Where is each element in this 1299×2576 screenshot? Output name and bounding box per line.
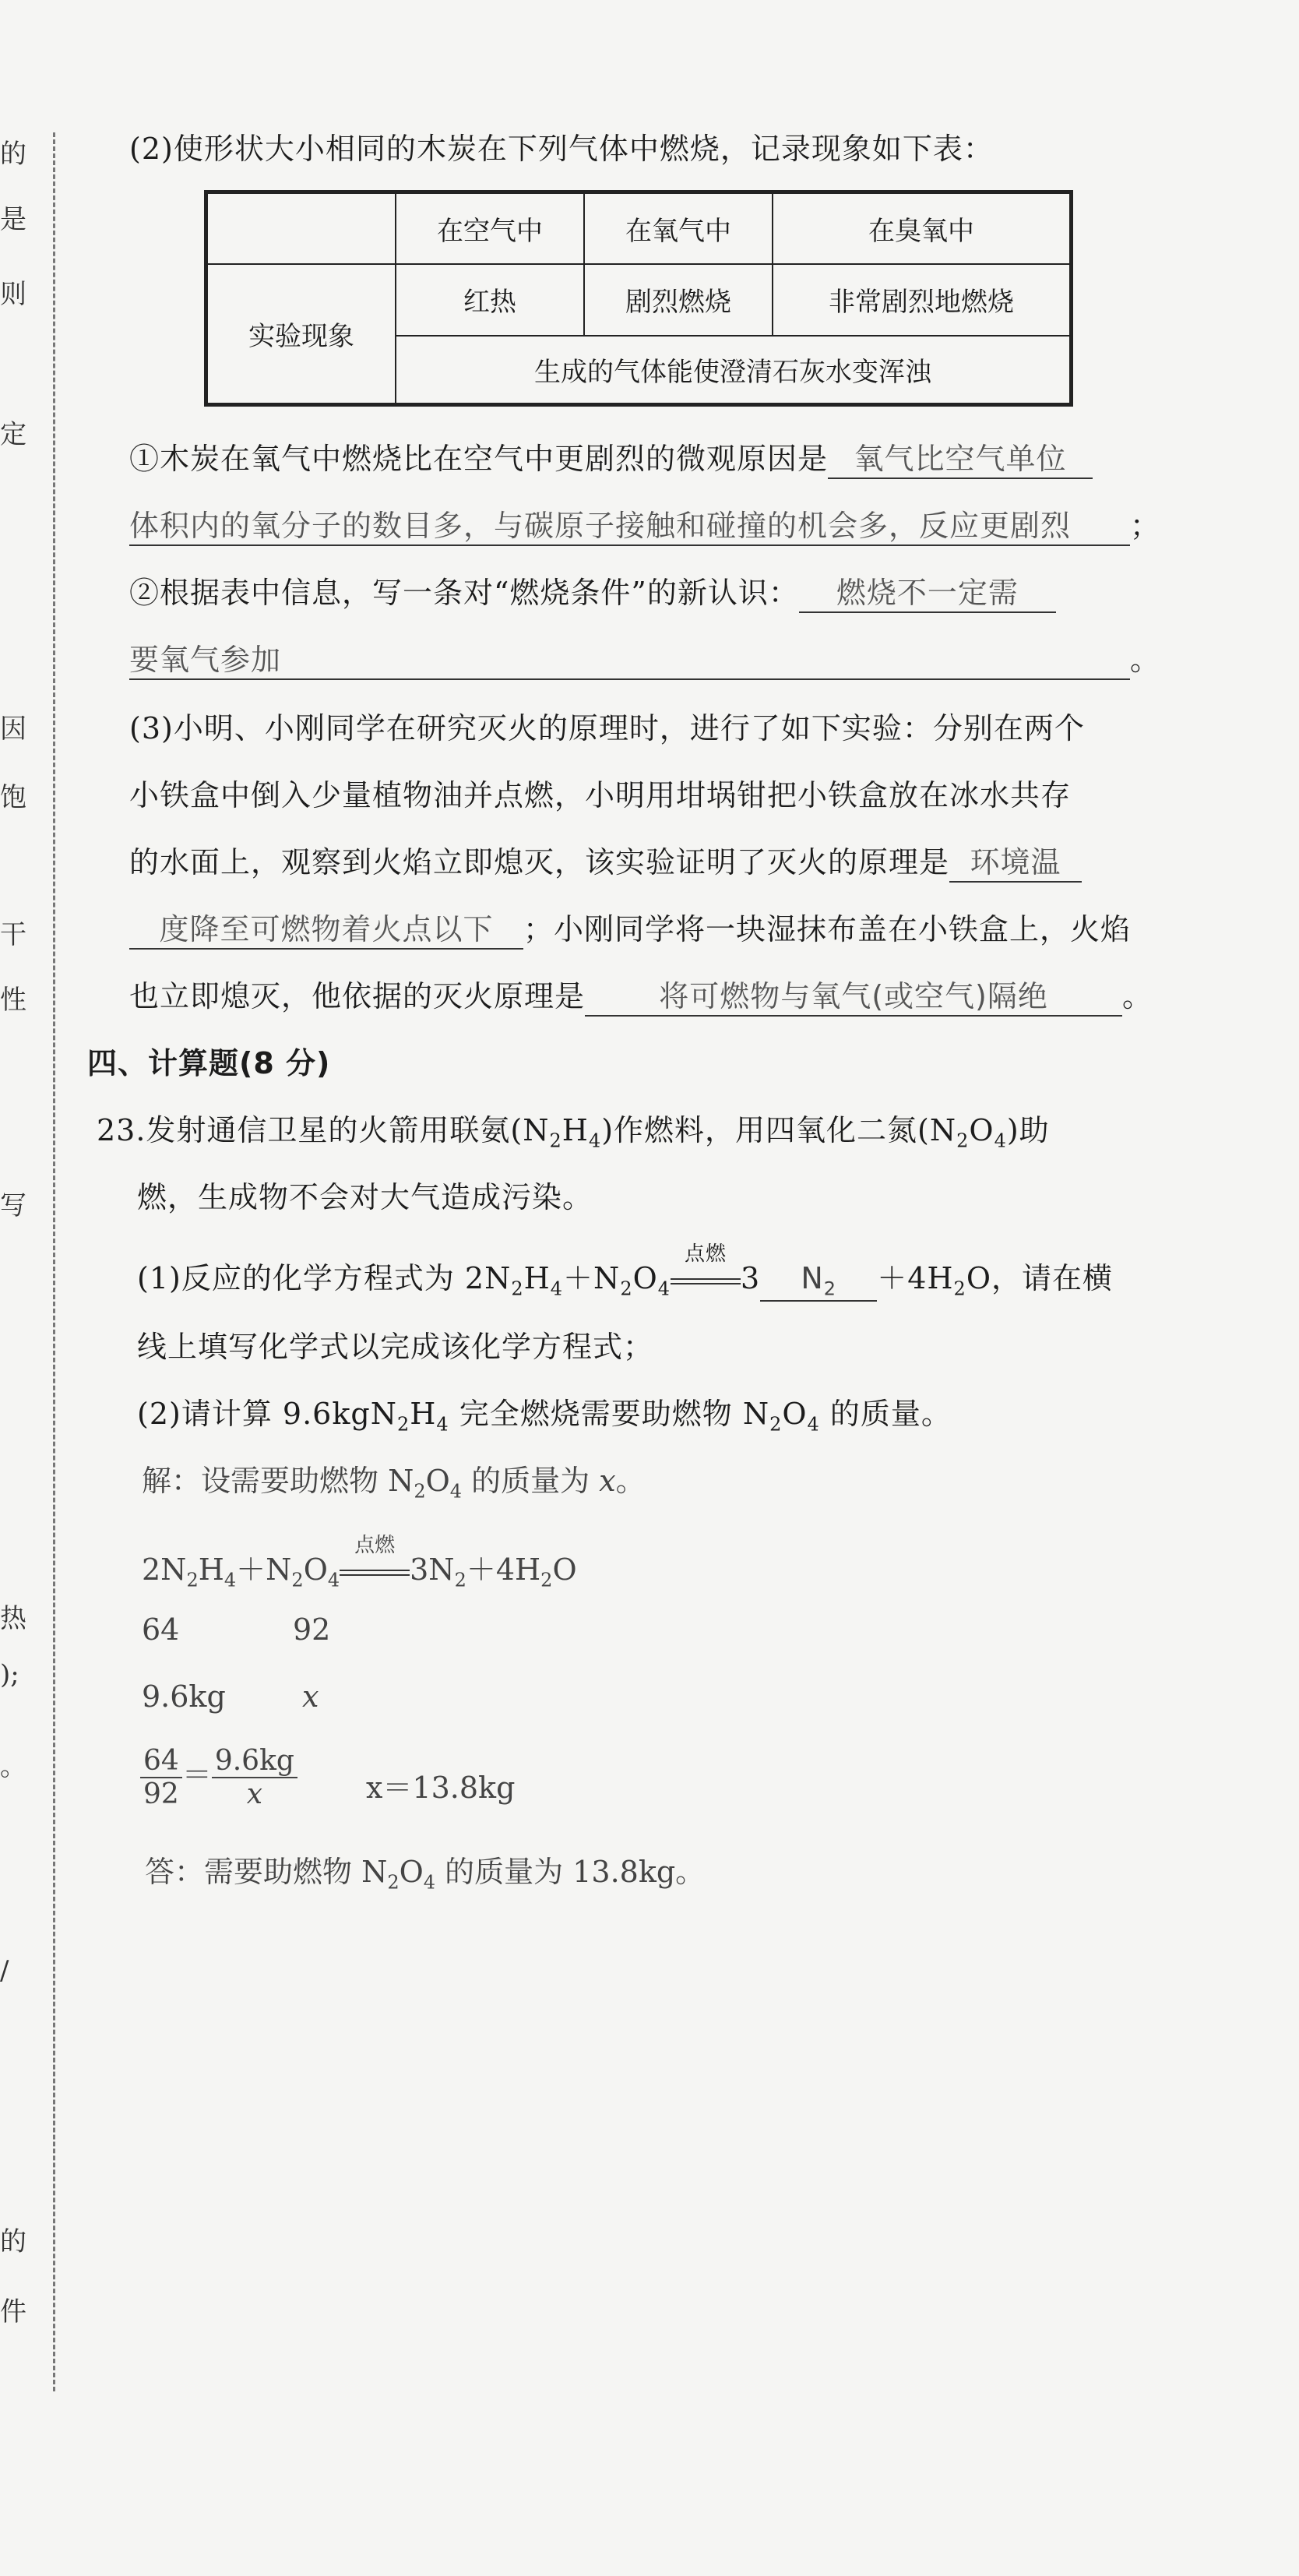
equation-text: ＋N xyxy=(236,1552,292,1587)
q3-answer-part1: 环境温 xyxy=(949,838,1082,883)
binding-dashed-line xyxy=(53,132,55,2391)
q23-1-text: 3 xyxy=(741,1261,761,1295)
solution-equation xyxy=(142,1534,577,1591)
fraction-denominator: x xyxy=(246,1778,263,1810)
subscript: 4 xyxy=(423,1871,436,1894)
q3-line5 xyxy=(129,972,1153,1017)
q2-intro: (2)使形状大小相同的木炭在下列气体中燃烧，记录现象如下表： xyxy=(129,132,994,166)
q2-1-line1 xyxy=(129,435,1093,479)
variable-x: x xyxy=(599,1464,616,1498)
subscript: 4 xyxy=(807,1413,820,1436)
subscript: 2 xyxy=(186,1569,199,1591)
subscript: 4 xyxy=(550,1277,564,1300)
fraction-denominator: 92 xyxy=(143,1778,179,1810)
q3-answer-part2: 度降至可燃物着火点以下 xyxy=(129,905,523,950)
table-cell: 剧烈燃烧 xyxy=(584,264,773,336)
table-header-ozone: 在臭氧中 xyxy=(773,192,1072,264)
q23-text: 23.发射通信卫星的火箭用联氨(N xyxy=(97,1113,550,1147)
q2-2-answer-part2: 要氧气参加 xyxy=(129,636,1130,680)
fraction-numerator: 64 xyxy=(140,1745,182,1778)
q23-1-line2: 线上填写化学式以完成该化学方程式； xyxy=(137,1330,654,1364)
left-margin-column xyxy=(0,0,31,2576)
q2-2-prefix: ②根据表中信息，写一条对“燃烧条件”的新认识： xyxy=(129,576,799,610)
table-cell: 非常剧烈地燃烧 xyxy=(773,264,1072,336)
solution-result: x＝13.8kg xyxy=(366,1771,516,1805)
margin-char: 的 xyxy=(0,2226,26,2257)
margin-char: 是 xyxy=(0,204,26,235)
q23-text: )助 xyxy=(1006,1113,1050,1147)
subscript: 2 xyxy=(953,1277,966,1300)
q3-end: 。 xyxy=(1122,979,1153,1013)
subscript: 2 xyxy=(291,1569,304,1591)
subscript: 2 xyxy=(396,1413,410,1436)
known-mass: 9.6kg xyxy=(142,1679,226,1714)
margin-char: / xyxy=(0,1955,9,1986)
q23-1-line1 xyxy=(137,1242,1113,1302)
margin-char: 。 xyxy=(0,1751,26,1782)
subscript: 4 xyxy=(449,1480,463,1503)
subscript: 2 xyxy=(387,1871,400,1894)
margin-char: 干 xyxy=(0,919,26,950)
table-header-oxygen: 在氧气中 xyxy=(584,192,773,264)
q23-2-line xyxy=(137,1390,952,1436)
reaction-condition-label: 点燃 xyxy=(685,1242,727,1266)
solution-text: 的质量为 xyxy=(462,1464,600,1498)
q23-1-text: H xyxy=(523,1261,551,1295)
reaction-condition-label: 点燃 xyxy=(354,1534,396,1557)
molar-mass-1: 64 xyxy=(142,1612,180,1647)
equation-text: ＋4H xyxy=(466,1552,541,1587)
q23-1-answer-text: N xyxy=(801,1261,824,1295)
margin-char: 性 xyxy=(0,985,26,1016)
table-row-label: 实验现象 xyxy=(206,264,396,405)
reaction-condition-arrow xyxy=(671,1242,741,1295)
q2-1-answer-part2: 体积内的氧分子的数目多，与碳原子接触和碰撞的机会多，反应更剧烈 xyxy=(129,502,1130,546)
q2-1-line2 xyxy=(129,502,1160,546)
equation-text: 2N xyxy=(142,1552,187,1587)
q2-2-end: 。 xyxy=(1130,643,1161,677)
subscript: 2 xyxy=(823,1277,837,1300)
solution-setup xyxy=(142,1457,646,1503)
q23-text: )作燃料，用四氧化二氮(N xyxy=(601,1113,957,1147)
reaction-condition-arrow xyxy=(340,1534,410,1587)
fraction-molar xyxy=(140,1745,182,1810)
q23-1-text: (1)反应的化学方程式为 2N xyxy=(137,1261,512,1295)
answer-text: 的质量为 13.8kg。 xyxy=(435,1855,706,1889)
margin-char: 饱 xyxy=(0,782,26,813)
subscript: 4 xyxy=(436,1413,449,1436)
margin-char: 则 xyxy=(0,279,26,310)
q23-1-text: ＋N xyxy=(563,1261,621,1295)
q23-1-answer xyxy=(760,1261,877,1302)
q3-line4-suffix: ；小刚同学将一块湿抹布盖在小铁盒上，火焰 xyxy=(523,912,1132,946)
q23-text: O xyxy=(969,1113,994,1147)
equals-sign: ＝ xyxy=(181,1757,212,1792)
q3-line5-prefix: 也立即熄灭，他依据的灭火原理是 xyxy=(129,979,586,1013)
proportion xyxy=(140,1745,297,1810)
subscript: 4 xyxy=(224,1569,237,1591)
margin-char: 写 xyxy=(0,1190,26,1221)
subscript: 4 xyxy=(994,1129,1007,1152)
q3-line1: (3)小明、小刚同学在研究灭火的原理时，进行了如下实验：分别在两个 xyxy=(129,711,1085,745)
q2-1-answer-part1: 氧气比空气单位 xyxy=(828,435,1093,479)
table-header-air: 在空气中 xyxy=(396,192,584,264)
subscript: 2 xyxy=(549,1129,562,1152)
q2-1-prefix: ①木炭在氧气中燃烧比在空气中更剧烈的微观原因是 xyxy=(129,442,829,476)
margin-char: 的 xyxy=(0,139,26,170)
q23-text: H xyxy=(561,1113,589,1147)
q23-2-text: 完全燃烧需要助燃物 N xyxy=(449,1397,770,1431)
section-title-calculation: 四、计算题(8 分) xyxy=(87,1046,331,1080)
table-corner-cell xyxy=(206,192,396,264)
q23-2-text: O xyxy=(782,1397,808,1431)
subscript: 2 xyxy=(511,1277,524,1300)
fraction-mass xyxy=(212,1745,297,1810)
observation-table xyxy=(204,190,1073,407)
subscript: 2 xyxy=(454,1569,466,1591)
answer-text: O xyxy=(399,1855,424,1889)
q2-2-line1 xyxy=(129,569,1056,613)
margin-char: 因 xyxy=(0,714,26,745)
unknown-mass: x xyxy=(302,1679,319,1714)
subscript: 2 xyxy=(620,1277,633,1300)
equation-text: H xyxy=(198,1552,224,1587)
subscript: 2 xyxy=(414,1480,426,1503)
subscript: 2 xyxy=(956,1129,970,1152)
table-cell-merged: 生成的气体能使澄清石灰水变浑浊 xyxy=(396,336,1072,405)
q23-2-text: 的质量。 xyxy=(819,1397,952,1431)
equation-text: O xyxy=(552,1552,577,1587)
fraction-numerator: 9.6kg xyxy=(212,1745,297,1778)
q23-line2: 燃，生成物不会对大气造成污染。 xyxy=(137,1180,593,1214)
q2-2-line2 xyxy=(129,636,1160,680)
margin-char: 件 xyxy=(0,2296,26,2328)
q23-1-text: ＋4H xyxy=(877,1261,954,1295)
solution-text: O xyxy=(425,1464,450,1498)
q23-1-text: O，请在横 xyxy=(966,1261,1113,1295)
q23-2-text: H xyxy=(410,1397,437,1431)
q23-line1 xyxy=(97,1106,1050,1152)
margin-char: 定 xyxy=(0,419,26,450)
subscript: 2 xyxy=(540,1569,553,1591)
table-cell: 红热 xyxy=(396,264,584,336)
q3-line3 xyxy=(129,838,1082,883)
margin-char: ); xyxy=(0,1659,19,1690)
molar-mass-2: 92 xyxy=(293,1612,331,1647)
q3-line3-prefix: 的水面上，观察到火焰立即熄灭，该实验证明了灭火的原理是 xyxy=(129,845,950,879)
margin-char: 热 xyxy=(0,1603,26,1634)
q3-line4 xyxy=(129,905,1131,950)
q2-2-answer-part1: 燃烧不一定需 xyxy=(799,569,1056,613)
q23-2-text: (2)请计算 9.6kgN xyxy=(137,1397,397,1431)
solution-text: 解：设需要助燃物 N xyxy=(142,1464,414,1498)
subscript: 4 xyxy=(588,1129,602,1152)
subscript: 2 xyxy=(769,1413,783,1436)
solution-text: 。 xyxy=(615,1464,646,1498)
equation-text: 3N xyxy=(410,1552,455,1587)
answer-text: 答：需要助燃物 N xyxy=(145,1855,388,1889)
q2-1-end: ； xyxy=(1130,509,1161,543)
q3-answer-part3: 将可燃物与氧气(或空气)隔绝 xyxy=(585,972,1122,1017)
final-answer xyxy=(145,1848,705,1894)
equation-text: O xyxy=(303,1552,328,1587)
subscript: 4 xyxy=(657,1277,671,1300)
q23-1-text: O xyxy=(632,1261,658,1295)
q3-line2: 小铁盒中倒入少量植物油并点燃，小明用坩埚钳把小铁盒放在冰水共存 xyxy=(129,778,1072,812)
subscript: 4 xyxy=(327,1569,340,1591)
